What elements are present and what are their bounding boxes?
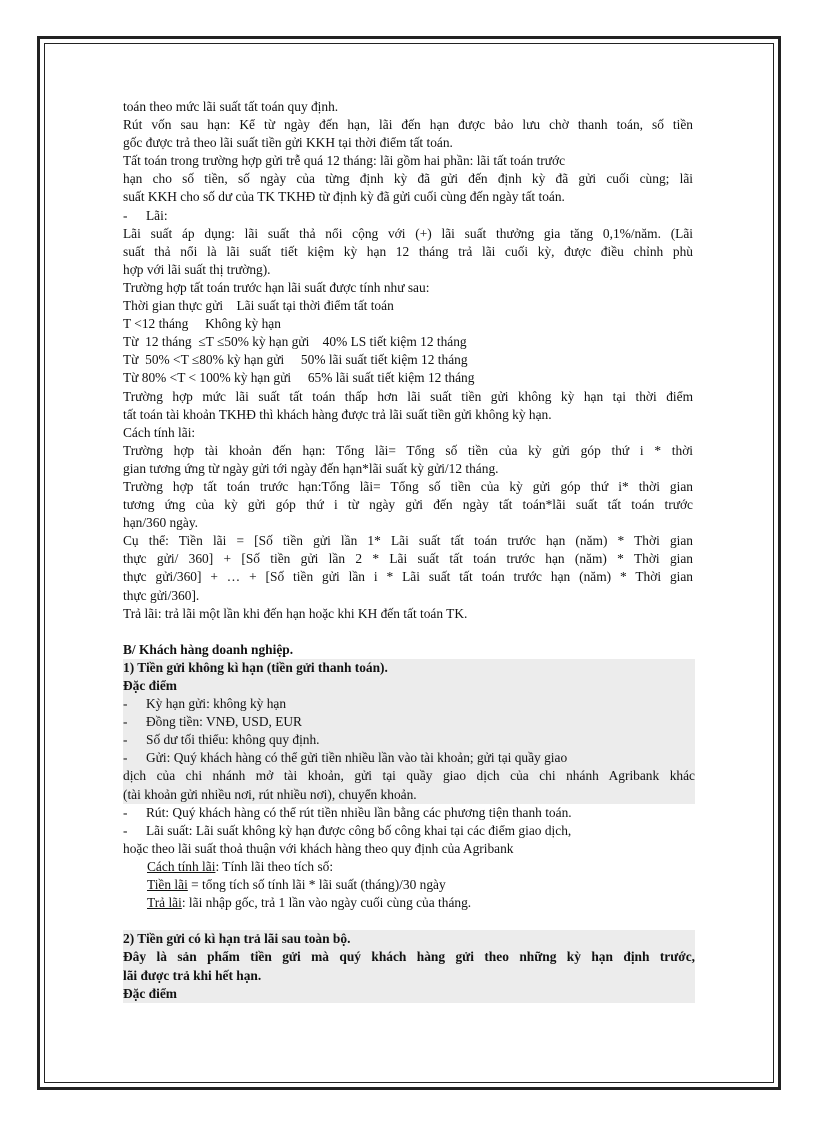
text-line: Từ 12 tháng ≤T ≤50% kỳ hạn gửi 40% LS tiết kiệm 12 tháng [123,334,467,350]
text-line: hạn cho số tiền, số ngày của từng định kỳ đã gửi đến định kỳ đã gửi cuối cùng; lãi [123,171,693,187]
document-body [123,98,693,1003]
text-line: thực gửi/ 360] + [Số tiền gửi lần 2 * Lãi suất tất toán trước hạn (năm) * Thời gian [123,551,693,567]
interest-label: Tiền lãi [147,877,188,893]
text-line: thực gửi/360]. [123,587,200,603]
bullet-text: Rút: Quý khách hàng có thể rút tiền nhiều lần bằng các phương tiện thanh toán. [146,804,572,820]
features-label: Đặc điểm [123,985,177,1001]
text-line: tất toán tài khoản TKHĐ thì khách hàng được trả lãi suất tiền gửi không kỳ hạn. [123,406,552,422]
bullet-text: Lãi: [146,207,168,223]
bullet-text: Lãi suất: Lãi suất không kỳ hạn được công bố công khai tại các điểm giao dịch, [146,822,572,838]
text-line: thực gửi/360] + … + [Số tiền gửi lần i * Lãi suất tất toán trước hạn (năm) * Thời gian [123,569,693,585]
bullet-item [123,804,693,822]
bullet-dash: - [123,732,128,748]
calc-text: : Tính lãi theo tích số: [215,858,334,874]
text-line: hạn/360 ngày. [123,515,198,531]
bullet-item [123,749,695,767]
bullet-dash: - [123,804,128,820]
bullet-dash: - [123,714,128,730]
interest-text: = tổng tích số tính lãi * lãi suất (tháng)/30 ngày [187,877,446,893]
text-line: tương ứng của kỳ gửi góp thứ i từ ngày gửi đến ngày tất toán*lãi suất tất toán trước [123,497,693,513]
text-line: hợp với lãi suất thị trường). [123,261,271,277]
bullet-dash: - [123,696,128,712]
text-line: gốc được trả theo lãi suất tiền gửi KKH tại thời điểm tất toán. [123,135,453,151]
bullet-dash: - [123,822,128,838]
pay-label: Trả lãi [147,895,182,911]
bullet-item [123,207,693,225]
text-line: Trường hợp tất toán trước hạn:Tổng lãi= Tổng số tiền của kỳ gửi góp thứ i* thời gian [123,478,693,494]
subsection-title: 2) Tiền gửi có kì hạn trả lãi sau toàn bộ. [123,931,351,947]
bullet-text: Kỳ hạn gửi: không kỳ hạn [146,696,287,712]
section-heading: B/ Khách hàng doanh nghiệp. [123,641,294,657]
interest-line [123,876,693,894]
spacer [123,623,693,641]
pay-text: : lãi nhập gốc, trả 1 lần vào ngày cuối cùng của tháng. [181,895,472,911]
text-line: T <12 tháng Không kỳ hạn [123,316,281,332]
bullet-text: Số dư tối thiểu: không quy định. [146,732,320,748]
bullet-dash: - [123,750,128,766]
text-line: suất thả nổi là lãi suất tiết kiệm kỳ hạn 12 tháng trả lãi cuối kỳ, được điều chỉnh phù [123,243,693,259]
text-line: Từ 50% <T ≤80% kỳ hạn gửi 50% lãi suất tiết kiệm 12 tháng [123,352,468,368]
shaded-block [123,659,695,804]
features-label: Đặc điểm [123,678,177,693]
text-line: Thời gian thực gửi Lãi suất tại thời điểm tất toán [123,298,394,314]
text-line: suất KKH cho số dư của TK TKHĐ từ định kỳ đã gửi cuối cùng đến ngày tất toán. [123,189,565,205]
text-line: toán theo mức lãi suất tất toán quy định. [123,99,339,114]
text-line: (tài khoản gửi nhiều nơi, rút nhiều nơi), chuyển khoản. [123,786,417,802]
text-line: Lãi suất áp dụng: lãi suất thả nổi cộng với (+) lãi suất thưởng gia tăng 0,1%/năm. (Lãi [123,225,693,241]
shaded-block [123,930,695,1002]
text-line: Cách tính lãi: [123,424,196,440]
text-line: Trường hợp mức lãi suất tất toán thấp hơn lãi suất tiền gửi không kỳ hạn tại thời điểm [123,388,693,404]
text-line: Trường hợp tất toán trước hạn lãi suất được tính như sau: [123,279,430,295]
bullet-item [123,695,695,713]
text-line: dịch của chi nhánh mở tài khoản, gửi tại quầy giao dịch của chi nhánh Agribank khác [123,768,695,784]
bullet-dash: - [123,207,128,223]
pay-line [123,894,693,912]
text-line: hoặc theo lãi suất thoả thuận với khách hàng theo quy định của Agribank [123,840,514,856]
subsection-title: 1) Tiền gửi không kì hạn (tiền gửi thanh toán). [123,659,388,675]
text-line: Từ 80% <T < 100% kỳ hạn gửi 65% lãi suất tiết kiệm 12 tháng [123,370,475,386]
bullet-item [123,822,693,840]
bullet-item [123,731,695,749]
subsection-desc: lãi được trả khi hết hạn. [123,967,262,983]
subsection-desc: Đây là sản phẩm tiền gửi mà quý khách hàng gửi theo những kỳ hạn định trước, [123,949,695,965]
calc-label: Cách tính lãi [147,858,216,874]
bullet-text: Đồng tiền: VNĐ, USD, EUR [146,714,302,730]
calc-line [123,858,693,876]
spacer [123,912,693,930]
text-line: Tất toán trong trường hợp gửi trễ quá 12 tháng: lãi gồm hai phần: lãi tất toán trước [123,153,566,169]
bullet-text: Gửi: Quý khách hàng có thể gửi tiền nhiều lần vào tài khoản; gửi tại quầy giao [146,750,568,766]
text-line: Rút vốn sau hạn: Kể từ ngày đến hạn, lãi đến hạn được bảo lưu chờ thanh toán, số tiền [123,117,693,133]
text-line: Cụ thể: Tiền lãi = [Số tiền gửi lần 1* Lãi suất tất toán trước hạn (năm) * Thời gian [123,533,693,549]
text-line: Trường hợp tài khoản đến hạn: Tổng lãi= Tổng số tiền của kỳ gửi góp thứ i * thời [123,442,693,458]
text-line: Trả lãi: trả lãi một lần khi đến hạn hoặc khi KH đến tất toán TK. [123,605,468,621]
text-line: gian tương ứng từ ngày gửi tới ngày đến hạn*lãi suất kỳ gửi/12 tháng. [123,460,499,476]
bullet-item [123,713,695,731]
